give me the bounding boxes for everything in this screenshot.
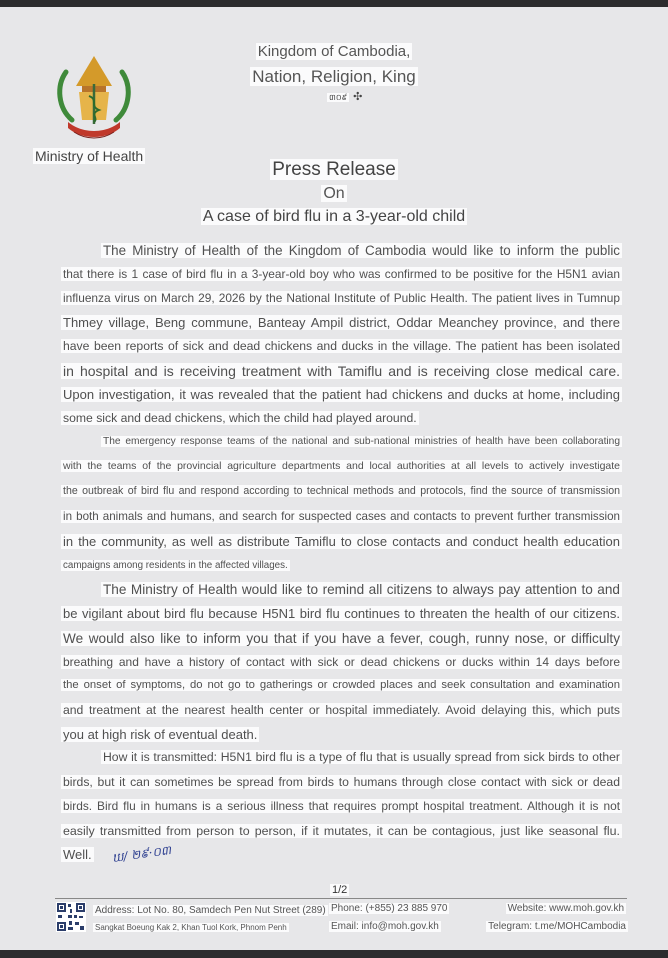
paragraph-line: influenza virus on March 29, 2026 by the National Institute of Public Health. The patient lives in Tumnup bbox=[63, 291, 620, 305]
subject-title: A case of bird flu in a 3-year-old child bbox=[202, 208, 466, 225]
paragraph-line: The Ministry of Health would like to remind all citizens to always pay attention to and bbox=[103, 582, 620, 597]
paragraph-line: We would also like to inform you that if you have a fever, cough, runny nose, or difficulty bbox=[63, 631, 620, 646]
press-release-title: Press Release bbox=[272, 159, 396, 180]
paragraph-line: birds. Bird flu in humans is a serious illness that requires prompt hospital treatment. Although it is not bbox=[63, 799, 620, 813]
qr-code-icon bbox=[56, 902, 86, 932]
footer-website[interactable]: Website: www.moh.gov.kh bbox=[507, 903, 624, 914]
paragraph-line: birds, but it can sometimes be spread from birds to humans through close contact with sick or dead bbox=[63, 775, 620, 789]
paragraph-line: that there is 1 case of bird flu in a 3-year-old boy who was confirmed to be positive for the H5N1 avian bbox=[63, 267, 620, 281]
paragraph-line: campaigns among residents in the affected villages. bbox=[63, 560, 288, 571]
footer-telegram[interactable]: Telegram: t.me/MOHCambodia bbox=[488, 921, 626, 932]
paragraph-line: Thmey village, Beng commune, Banteay Ampil district, Oddar Meanchey province, and there bbox=[63, 315, 620, 330]
paragraph-line: have been reports of sick and dead chickens and ducks in the village. The patient has been isolated bbox=[63, 339, 620, 353]
national-motto: Nation, Religion, King bbox=[252, 67, 416, 86]
ministry-emblem-icon bbox=[52, 50, 136, 148]
paragraph-line: easily transmitted from person to person, if it mutates, it can be contagious, just like seasonal flu. bbox=[63, 824, 620, 838]
paragraph-line: in hospital and is receiving treatment with Tamiflu and is receiving close medical care. bbox=[63, 363, 620, 379]
paragraph-line: in the community, as well as distribute Tamiflu to close contacts and conduct health education bbox=[63, 534, 620, 549]
handwritten-signature: ឃ/ ២៩·០៣ bbox=[111, 842, 172, 866]
paragraph-line: breathing and have a history of contact with sick or dead chickens or ducks within 14 days before bbox=[63, 655, 620, 669]
paragraph-line: some sick and dead chickens, which the child had played around. bbox=[63, 411, 417, 425]
paragraph-line: in both animals and humans, and search for suspected cases and contacts to prevent further transmission bbox=[63, 510, 620, 523]
paragraph-line: be vigilant about bird flu because H5N1 bird flu continues to threaten the health of our citizens. bbox=[63, 606, 620, 621]
bottom-frame-bar bbox=[0, 950, 668, 958]
paragraph-line: the onset of symptoms, do not go to gatherings or crowded places and seek consultation and examination bbox=[63, 679, 620, 691]
ornament bbox=[327, 90, 362, 104]
paragraph-line: The Ministry of Health of the Kingdom of Cambodia would like to inform the public bbox=[103, 243, 620, 258]
footer-divider bbox=[55, 898, 627, 899]
footer-email[interactable]: Email: info@moh.gov.kh bbox=[331, 921, 439, 932]
footer-address-line1: Address: Lot No. 80, Samdech Pen Nut Street (289) bbox=[95, 905, 326, 916]
paragraph-line: Well. bbox=[63, 847, 92, 862]
paragraph-line: and treatment at the nearest health center or hospital immediately. Avoid delaying this, which puts bbox=[63, 703, 620, 717]
top-frame-bar bbox=[0, 0, 668, 7]
ornament-text: ៣០៩ bbox=[329, 93, 348, 102]
paragraph-line: Upon investigation, it was revealed that the patient had chickens and ducks at home, including bbox=[63, 387, 620, 402]
paragraph-line: you at high risk of eventual death. bbox=[63, 727, 258, 742]
paragraph-line: The emergency response teams of the national and sub-national ministries of health have been collaborating bbox=[103, 436, 620, 447]
kingdom-heading: Kingdom of Cambodia, bbox=[257, 43, 411, 60]
flourish-icon: ✣ bbox=[353, 91, 363, 103]
footer-phone: Phone: (+855) 23 885 970 bbox=[331, 903, 448, 914]
ministry-name: Ministry of Health bbox=[35, 148, 144, 164]
paragraph-line: with the teams of the provincial agriculture departments and local authorities at all levels to actively investigate bbox=[63, 460, 620, 472]
on-label: On bbox=[323, 185, 345, 202]
page-number: 1/2 bbox=[332, 884, 348, 896]
paragraph-line: the outbreak of bird flu and respond according to technical methods and protocols, find the source of transmission bbox=[63, 485, 620, 497]
paragraph-line: How it is transmitted: H5N1 bird flu is a type of flu that is usually spread from sick birds to other bbox=[103, 750, 620, 764]
footer-address-line2: Sangkat Boeung Kak 2, Khan Tuol Kork, Phnom Penh bbox=[95, 923, 287, 932]
